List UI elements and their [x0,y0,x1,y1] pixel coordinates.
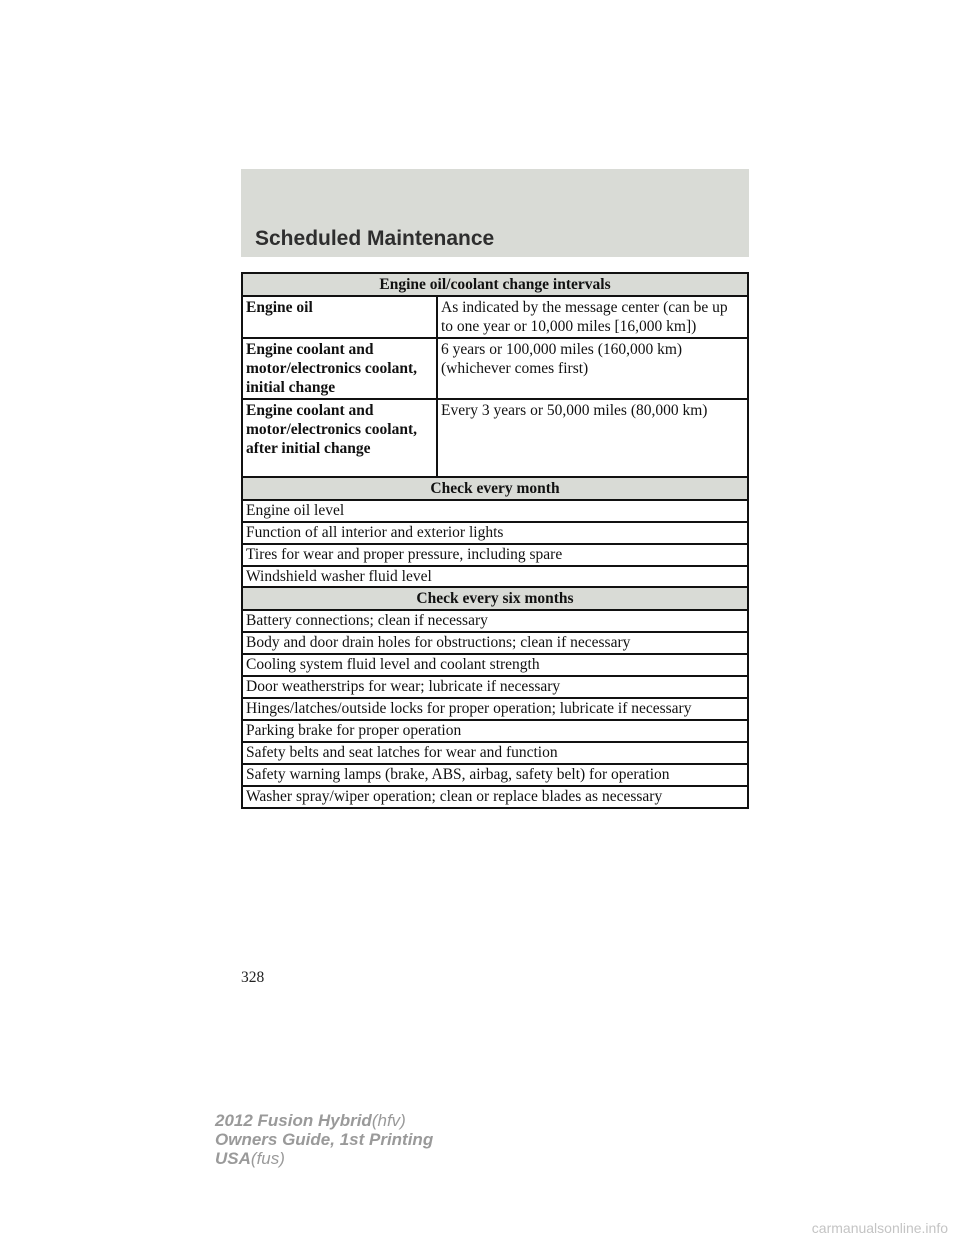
list-item: Door weatherstrips for wear; lubricate if necessary [242,676,748,698]
list-item: Tires for wear and proper pressure, including spare [242,544,748,566]
footer-model: 2012 Fusion Hybrid [215,1111,372,1130]
six-month-table-header: Check every six months [242,587,748,610]
footer-market-code: (fus) [250,1149,285,1168]
list-item: Windshield washer fluid level [242,566,748,588]
list-item: Body and door drain holes for obstructions; clean if necessary [242,632,748,654]
section-title: Scheduled Maintenance [255,227,495,250]
row-label: Engine oil [242,296,437,338]
footer-edition: Owners Guide, 1st Printing [215,1130,434,1149]
row-label: Engine coolant and motor/electronics coolant, initial change [242,338,437,399]
page-number: 328 [241,969,265,986]
section-banner [241,169,749,257]
list-item: Function of all interior and exterior lights [242,522,748,544]
list-item: Safety warning lamps (brake, ABS, airbag, safety belt) for operation [242,764,748,786]
list-item: Safety belts and seat latches for wear and function [242,742,748,764]
table-row [242,338,748,399]
table-row [242,399,748,479]
list-item: Battery connections; clean if necessary [242,610,748,632]
list-item: Engine oil level [242,500,748,522]
list-item: Hinges/latches/outside locks for proper operation; lubricate if necessary [242,698,748,720]
row-value: As indicated by the message center (can be up to one year or 10,000 miles [16,000 km]) [437,296,748,338]
monthly-table-header: Check every month [242,477,748,500]
intervals-table-header: Engine oil/coolant change intervals [242,273,748,296]
footer-model-code: (hfv) [371,1111,406,1130]
list-item: Parking brake for proper operation [242,720,748,742]
footer-market: USA [215,1149,251,1168]
table-row [242,296,748,338]
row-label: Engine coolant and motor/electronics coolant, after initial change [242,399,437,479]
watermark: carmanualsonline.info [811,1220,948,1236]
list-item: Cooling system fluid level and coolant strength [242,654,748,676]
row-value: 6 years or 100,000 miles (160,000 km) (whichever comes first) [437,338,748,399]
six-month-table [241,586,749,809]
list-item: Washer spray/wiper operation; clean or replace blades as necessary [242,786,748,808]
print-footer [215,1111,433,1168]
intervals-table [241,272,749,480]
row-value: Every 3 years or 50,000 miles (80,000 km) [437,399,748,479]
monthly-table [241,476,749,589]
